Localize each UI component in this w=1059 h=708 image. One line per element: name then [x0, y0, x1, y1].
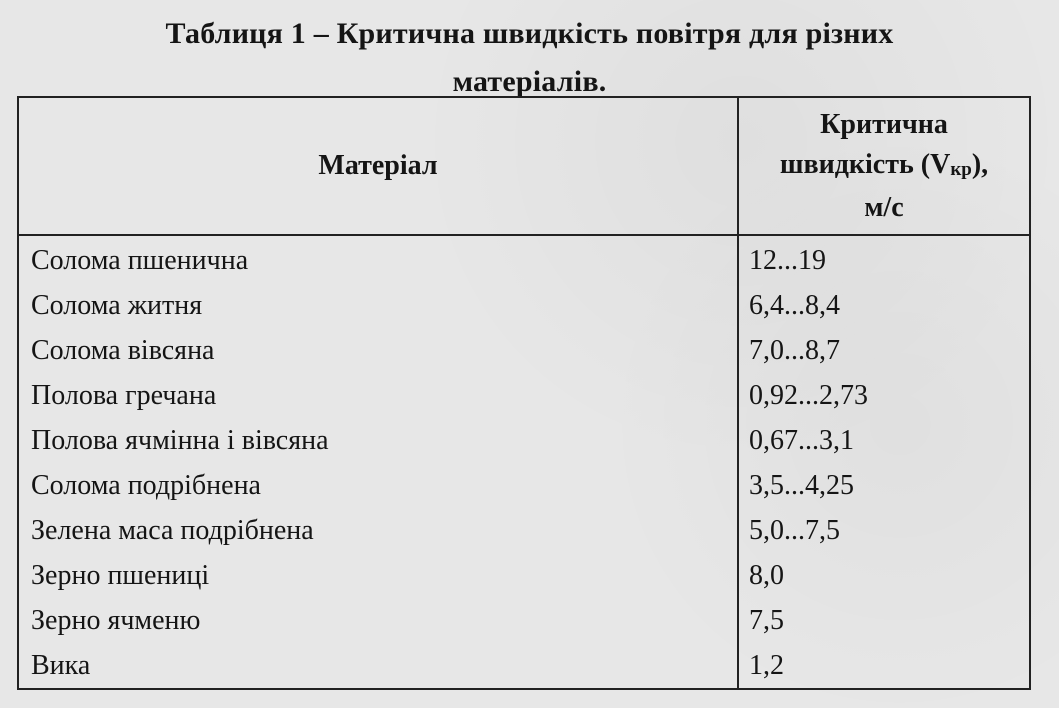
header-speed-close: ),	[971, 148, 989, 180]
speed-cell: 0,92...2,73	[738, 373, 1030, 418]
speed-cell: 7,5	[738, 598, 1030, 643]
material-cell: Зерно ячменю	[18, 598, 738, 643]
table-header	[18, 97, 1030, 235]
table-row	[18, 235, 1030, 283]
material-cell: Полова ячмінна і вівсяна	[18, 418, 738, 463]
table-row	[18, 598, 1030, 643]
speed-cell: 5,0...7,5	[738, 508, 1030, 553]
speed-cell: 8,0	[738, 553, 1030, 598]
header-row	[18, 97, 1030, 235]
table-row	[18, 328, 1030, 373]
material-cell: Солома житня	[18, 283, 738, 328]
speed-cell: 0,67...3,1	[738, 418, 1030, 463]
speed-cell: 6,4...8,4	[738, 283, 1030, 328]
material-cell: Солома вівсяна	[18, 328, 738, 373]
speed-cell: 12...19	[738, 235, 1030, 283]
material-cell: Вика	[18, 643, 738, 689]
speed-cell: 1,2	[738, 643, 1030, 689]
table-row	[18, 463, 1030, 508]
material-cell: Полова гречана	[18, 373, 738, 418]
table-row	[18, 418, 1030, 463]
material-cell: Зелена маса подрібнена	[18, 508, 738, 553]
table-row	[18, 283, 1030, 328]
header-speed-line-2	[739, 145, 1029, 188]
speed-cell: 7,0...8,7	[738, 328, 1030, 373]
table-row	[18, 373, 1030, 418]
material-cell: Зерно пшениці	[18, 553, 738, 598]
header-speed-unit: м/с	[864, 191, 904, 223]
speed-cell: 3,5...4,25	[738, 463, 1030, 508]
header-material-label: Матеріал	[318, 150, 438, 181]
header-speed-line-1: Критична	[820, 108, 948, 140]
table-row	[18, 553, 1030, 598]
table-row	[18, 643, 1030, 689]
material-cell: Солома пшенична	[18, 235, 738, 283]
header-speed-text: швидкість (V	[779, 148, 951, 180]
header-speed-subscript: кр	[950, 158, 972, 180]
table-caption	[0, 10, 1059, 106]
table-row	[18, 508, 1030, 553]
critical-speed-table	[17, 96, 1031, 690]
caption-line-1: Таблиця 1 – Критична швидкість повітря для різних	[165, 17, 894, 50]
header-critical-speed	[738, 97, 1030, 235]
table-body	[18, 235, 1030, 689]
material-cell: Солома подрібнена	[18, 463, 738, 508]
header-material	[18, 97, 738, 235]
caption-line-2: матеріалів.	[452, 65, 607, 98]
